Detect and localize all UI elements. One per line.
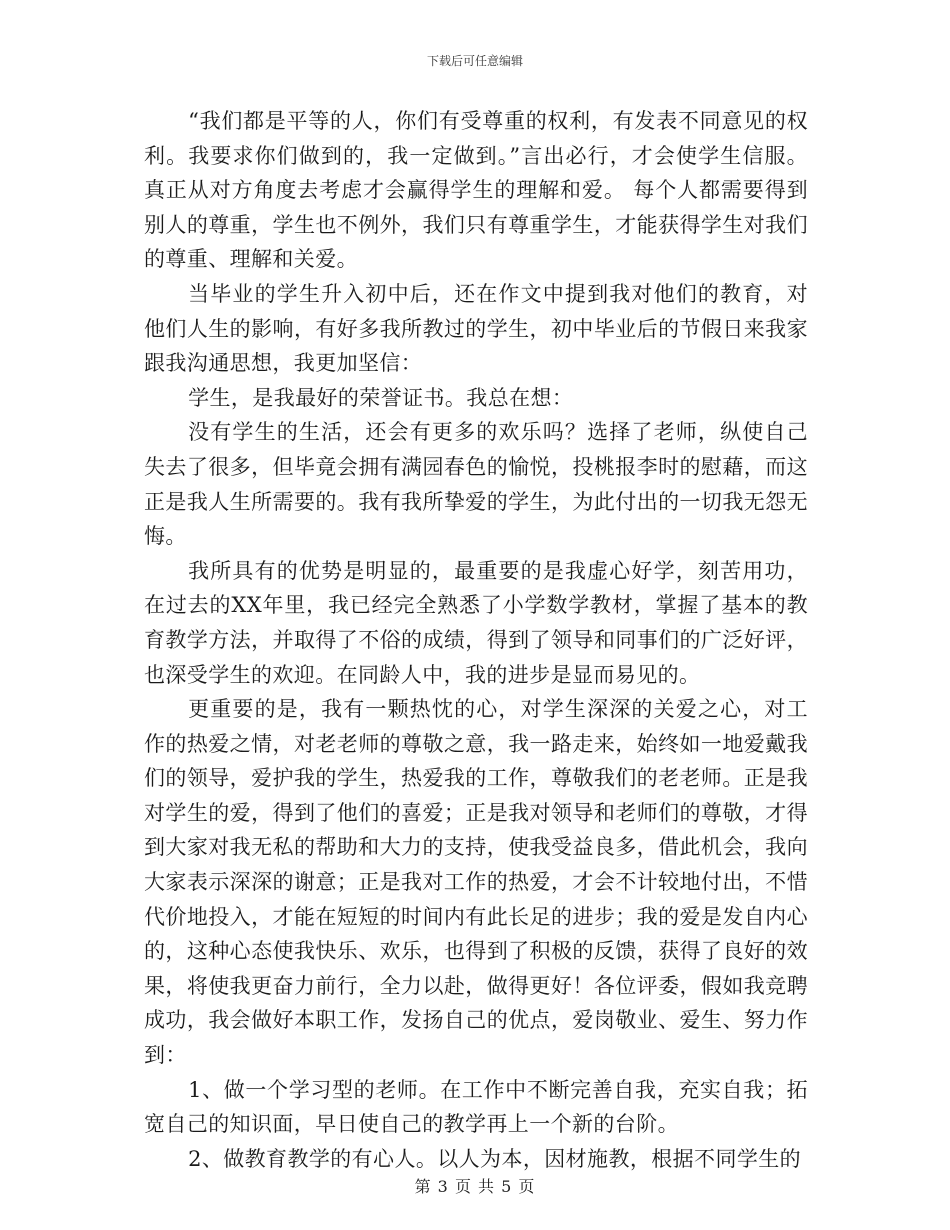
paragraph-4: 没有学生的生活，还会有更多的欢乐吗？选择了老师，纵使自己失去了很多，但毕竟会拥有满园春色的愉悦，投桃报李时的慰藉，而这正是我人生所需要的。我有我所挚爱的学生，为此付出的一切我无怨无悔。 [144, 420, 808, 549]
paragraph-7: 1、做一个学习型的老师。在工作中不断完善自我，充实自我；拓宽自己的知识面，早日使自己的教学再上一个新的台阶。 [144, 1077, 808, 1137]
document-body [144, 104, 808, 1176]
paragraph-5: 我所具有的优势是明显的，最重要的是我虚心好学，刻苦用功，在过去的XX年里，我已经完全熟悉了小学数学教材，掌握了基本的教育教学方法，并取得了不俗的成绩，得到了领导和同事们的广泛好评，也深受学生的欢迎。在同龄人中，我的进步是显而易见的。 [144, 558, 808, 687]
paragraph-8: 2、做教育教学的有心人。以人为本，因材施教，根据不同学生的 [188, 1146, 802, 1171]
paragraph-1: “我们都是平等的人，你们有受尊重的权利，有发表不同意见的权利。我要求你们做到的，我一定做到。”言出必行，才会使学生信服。真正从对方角度去考虑才会赢得学生的理解和爱。 每个人都需要得到别人的尊重，学生也不例外，我们只有尊重学生，才能获得学生对我们的尊重、理解和关爱。 [144, 109, 808, 272]
page-header-note: 下载后可任意编辑 [426, 54, 523, 68]
page-number-footer: 第 3 页 共 5 页 [414, 1177, 536, 1196]
paragraph-2: 当毕业的学生升入初中后，还在作文中提到我对他们的教育，对他们人生的影响，有好多我所教过的学生，初中毕业后的节假日来我家跟我沟通思想，我更加坚信： [144, 281, 808, 376]
paragraph-3: 学生，是我最好的荣誉证书。我总在想： [188, 385, 574, 410]
paragraph-6: 更重要的是，我有一颗热忱的心，对学生深深的关爱之心，对工作的热爱之情，对老老师的尊敬之意，我一路走来，始终如一地爱戴我们的领导，爱护我的学生，热爱我的工作，尊敬我们的老老师。正是我对学生的爱，得到了他们的喜爱；正是我对领导和老师们的尊敬，才得到大家对我无私的帮助和大力的支持，使我受益良多，借此机会，我向大家表示深深的谢意；正是我对工作的热爱，才会不计较地付出，不惜代价地投入，才能在短短的时间内有此长足的进步；我的爱是发自内心的，这种心态使我快乐、欢乐，也得到了积极的反馈，获得了良好的效果，将使我更奋力前行，全力以赴，做得更好！各位评委，假如我竞聘成功，我会做好本职工作，发扬自己的优点，爱岗敬业、爱生、努力作到： [144, 697, 808, 1068]
